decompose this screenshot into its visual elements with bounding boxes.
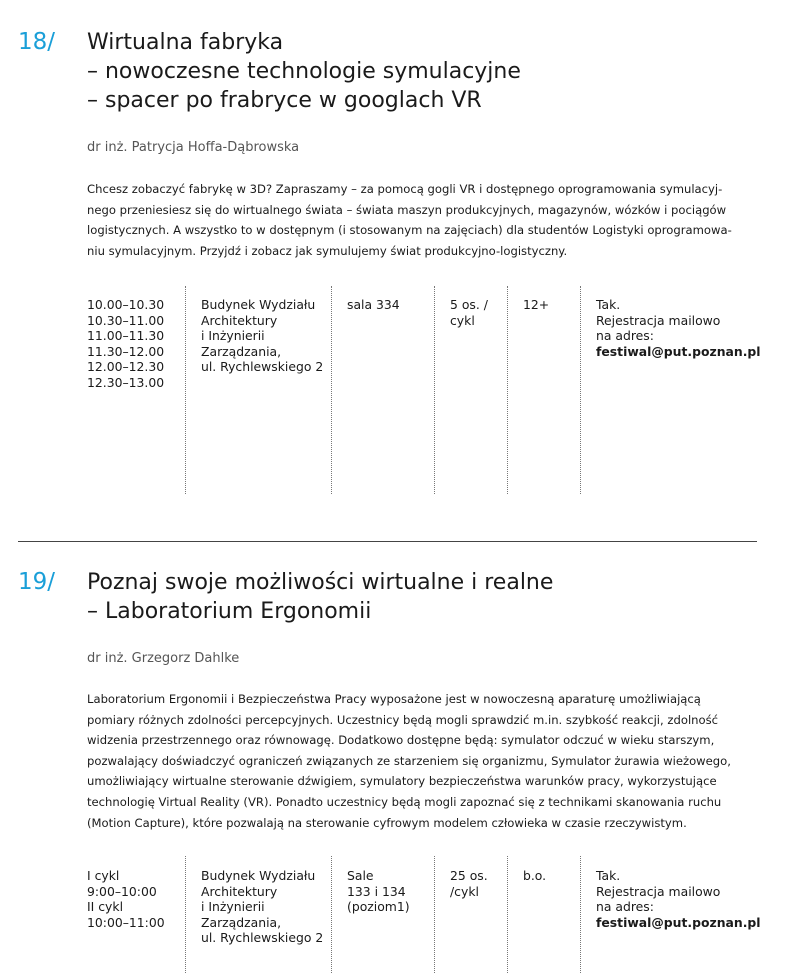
section-18-title — [87, 28, 521, 115]
time-slot: 11.30–12.00 — [87, 343, 165, 359]
description-line: niu symulacyjnym. Przyjdź i zobacz jak symulujemy świat produkcyjno-logistyczny. — [87, 243, 568, 258]
room-line: Sale — [347, 868, 374, 883]
time-slot: II cykl — [87, 899, 124, 915]
time-slot: 11.00–11.30 — [87, 328, 165, 344]
capacity-line: 5 os. / — [450, 297, 488, 312]
section-19-description — [87, 689, 747, 833]
column-divider — [331, 286, 332, 494]
title-line: Poznaj swoje możliwości wirtualne i realne — [87, 570, 554, 595]
description-line: (Motion Capture), które pozwalają na sterowanie cyfrowym modelem człowieka w czasie rzeczywistym. — [87, 815, 687, 830]
registration-line: Rejestracja mailowo — [596, 883, 721, 899]
room-line: (poziom1) — [347, 899, 410, 915]
column-divider — [434, 286, 435, 494]
column-divider — [185, 286, 186, 494]
column-divider — [580, 856, 581, 973]
description-line: logistycznych. A wszystko to w dostępnym (i stosowanym na zajęciach) dla studentów Logistyki oprogramowa- — [87, 223, 732, 238]
location-line: Zarządzania, — [201, 343, 282, 359]
section-19-times — [87, 868, 165, 930]
title-line: – nowoczesne technologie symulacyjne — [87, 59, 521, 84]
location-line: ul. Rychlewskiego 2 — [201, 930, 324, 946]
room-line: sala 334 — [347, 297, 400, 312]
section-19-number: 19/ — [18, 569, 56, 595]
registration-email-link[interactable]: festiwal@put.poznan.pl — [596, 914, 761, 930]
time-slot: 10.30–11.00 — [87, 312, 165, 328]
time-slot: 10:00–11:00 — [87, 914, 165, 930]
description-line: Chcesz zobaczyć fabrykę w 3D? Zapraszamy – za pomocą gogli VR i dostępnego oprogramowania symulacyj- — [87, 182, 723, 196]
registration-line: Tak. — [596, 297, 621, 312]
column-divider — [580, 286, 581, 494]
registration-line: Rejestracja mailowo — [596, 312, 721, 328]
section-19-title — [87, 568, 553, 626]
section-18-description — [87, 179, 747, 261]
description-line: widzenia przestrzennego oraz równowagę. Dodatkowo dostępne będą: symulator odczuć w wieku starszym, — [87, 733, 715, 748]
section-18-capacity — [450, 297, 488, 328]
title-line: – Laboratorium Ergonomii — [87, 599, 372, 624]
section-19-capacity — [450, 868, 488, 899]
location-line: Budynek Wydziału — [201, 868, 316, 883]
section-18-location — [201, 297, 323, 375]
column-divider — [507, 286, 508, 494]
location-line: Budynek Wydziału — [201, 297, 316, 312]
column-divider — [331, 856, 332, 973]
description-line: umożliwiający wirtualne sterowanie dźwigiem, symulatory bezpieczeństwa warunków pracy, wykorzystujące — [87, 774, 717, 789]
location-line: i Inżynierii — [201, 899, 265, 915]
column-divider — [185, 856, 186, 973]
section-19-room — [347, 868, 410, 915]
section-19-location — [201, 868, 323, 946]
location-line: Zarządzania, — [201, 914, 282, 930]
section-18-times — [87, 297, 164, 391]
location-line: Architektury — [201, 312, 278, 328]
capacity-line: 25 os. — [450, 868, 488, 883]
time-slot: 12.30–13.00 — [87, 374, 165, 390]
section-18-room — [347, 297, 400, 313]
section-19-author: dr inż. Grzegorz Dahlke — [87, 651, 240, 666]
capacity-line: cykl — [450, 312, 475, 328]
registration-line: Tak. — [596, 868, 621, 883]
location-line: Architektury — [201, 883, 278, 899]
section-18-age: 12+ — [523, 297, 550, 312]
registration-email-link[interactable]: festiwal@put.poznan.pl — [596, 343, 761, 359]
column-divider — [507, 856, 508, 973]
description-line: nego przeniesiesz się do wirtualnego świata – świata maszyn produkcyjnych, magazynów, wózków i pociągów — [87, 202, 727, 217]
registration-line: na adres: — [596, 899, 654, 915]
section-18-author: dr inż. Patrycja Hoffa-Dąbrowska — [87, 140, 300, 155]
capacity-line: /cykl — [450, 883, 479, 899]
time-slot: 9:00–10:00 — [87, 883, 157, 899]
title-line: – spacer po frabryce w googlach VR — [87, 88, 482, 113]
section-19-age: b.o. — [523, 868, 547, 883]
description-line: Laboratorium Ergonomii i Bezpieczeństwa Pracy wyposażone jest w nowoczesną aparaturę umożliwiającą — [87, 692, 701, 706]
description-line: pomiary różnych zdolności percepcyjnych. Uczestnicy będą mogli sprawdzić m.in. szybkość reakcji, zdolność — [87, 712, 719, 727]
section-18-registration — [596, 297, 761, 359]
description-line: pozwalający doświadczyć ograniczeń związanych ze starzeniem się organizmu, Symulator żurawia wieżowego, — [87, 753, 731, 768]
section-19-registration — [596, 868, 761, 930]
description-line: technologię Virtual Reality (VR). Ponadto uczestnicy będą mogli zapoznać się z technikami skanowania ruchu — [87, 794, 722, 809]
room-line: 133 i 134 — [347, 883, 406, 899]
location-line: i Inżynierii — [201, 328, 265, 344]
time-slot: 12.00–12.30 — [87, 359, 165, 375]
title-line: Wirtualna fabryka — [87, 30, 284, 55]
time-slot: 10.00–10.30 — [87, 297, 165, 312]
column-divider — [434, 856, 435, 973]
section-divider — [18, 541, 757, 542]
registration-line: na adres: — [596, 328, 654, 344]
time-slot: I cykl — [87, 868, 120, 883]
location-line: ul. Rychlewskiego 2 — [201, 359, 324, 375]
section-18-number: 18/ — [18, 29, 56, 55]
